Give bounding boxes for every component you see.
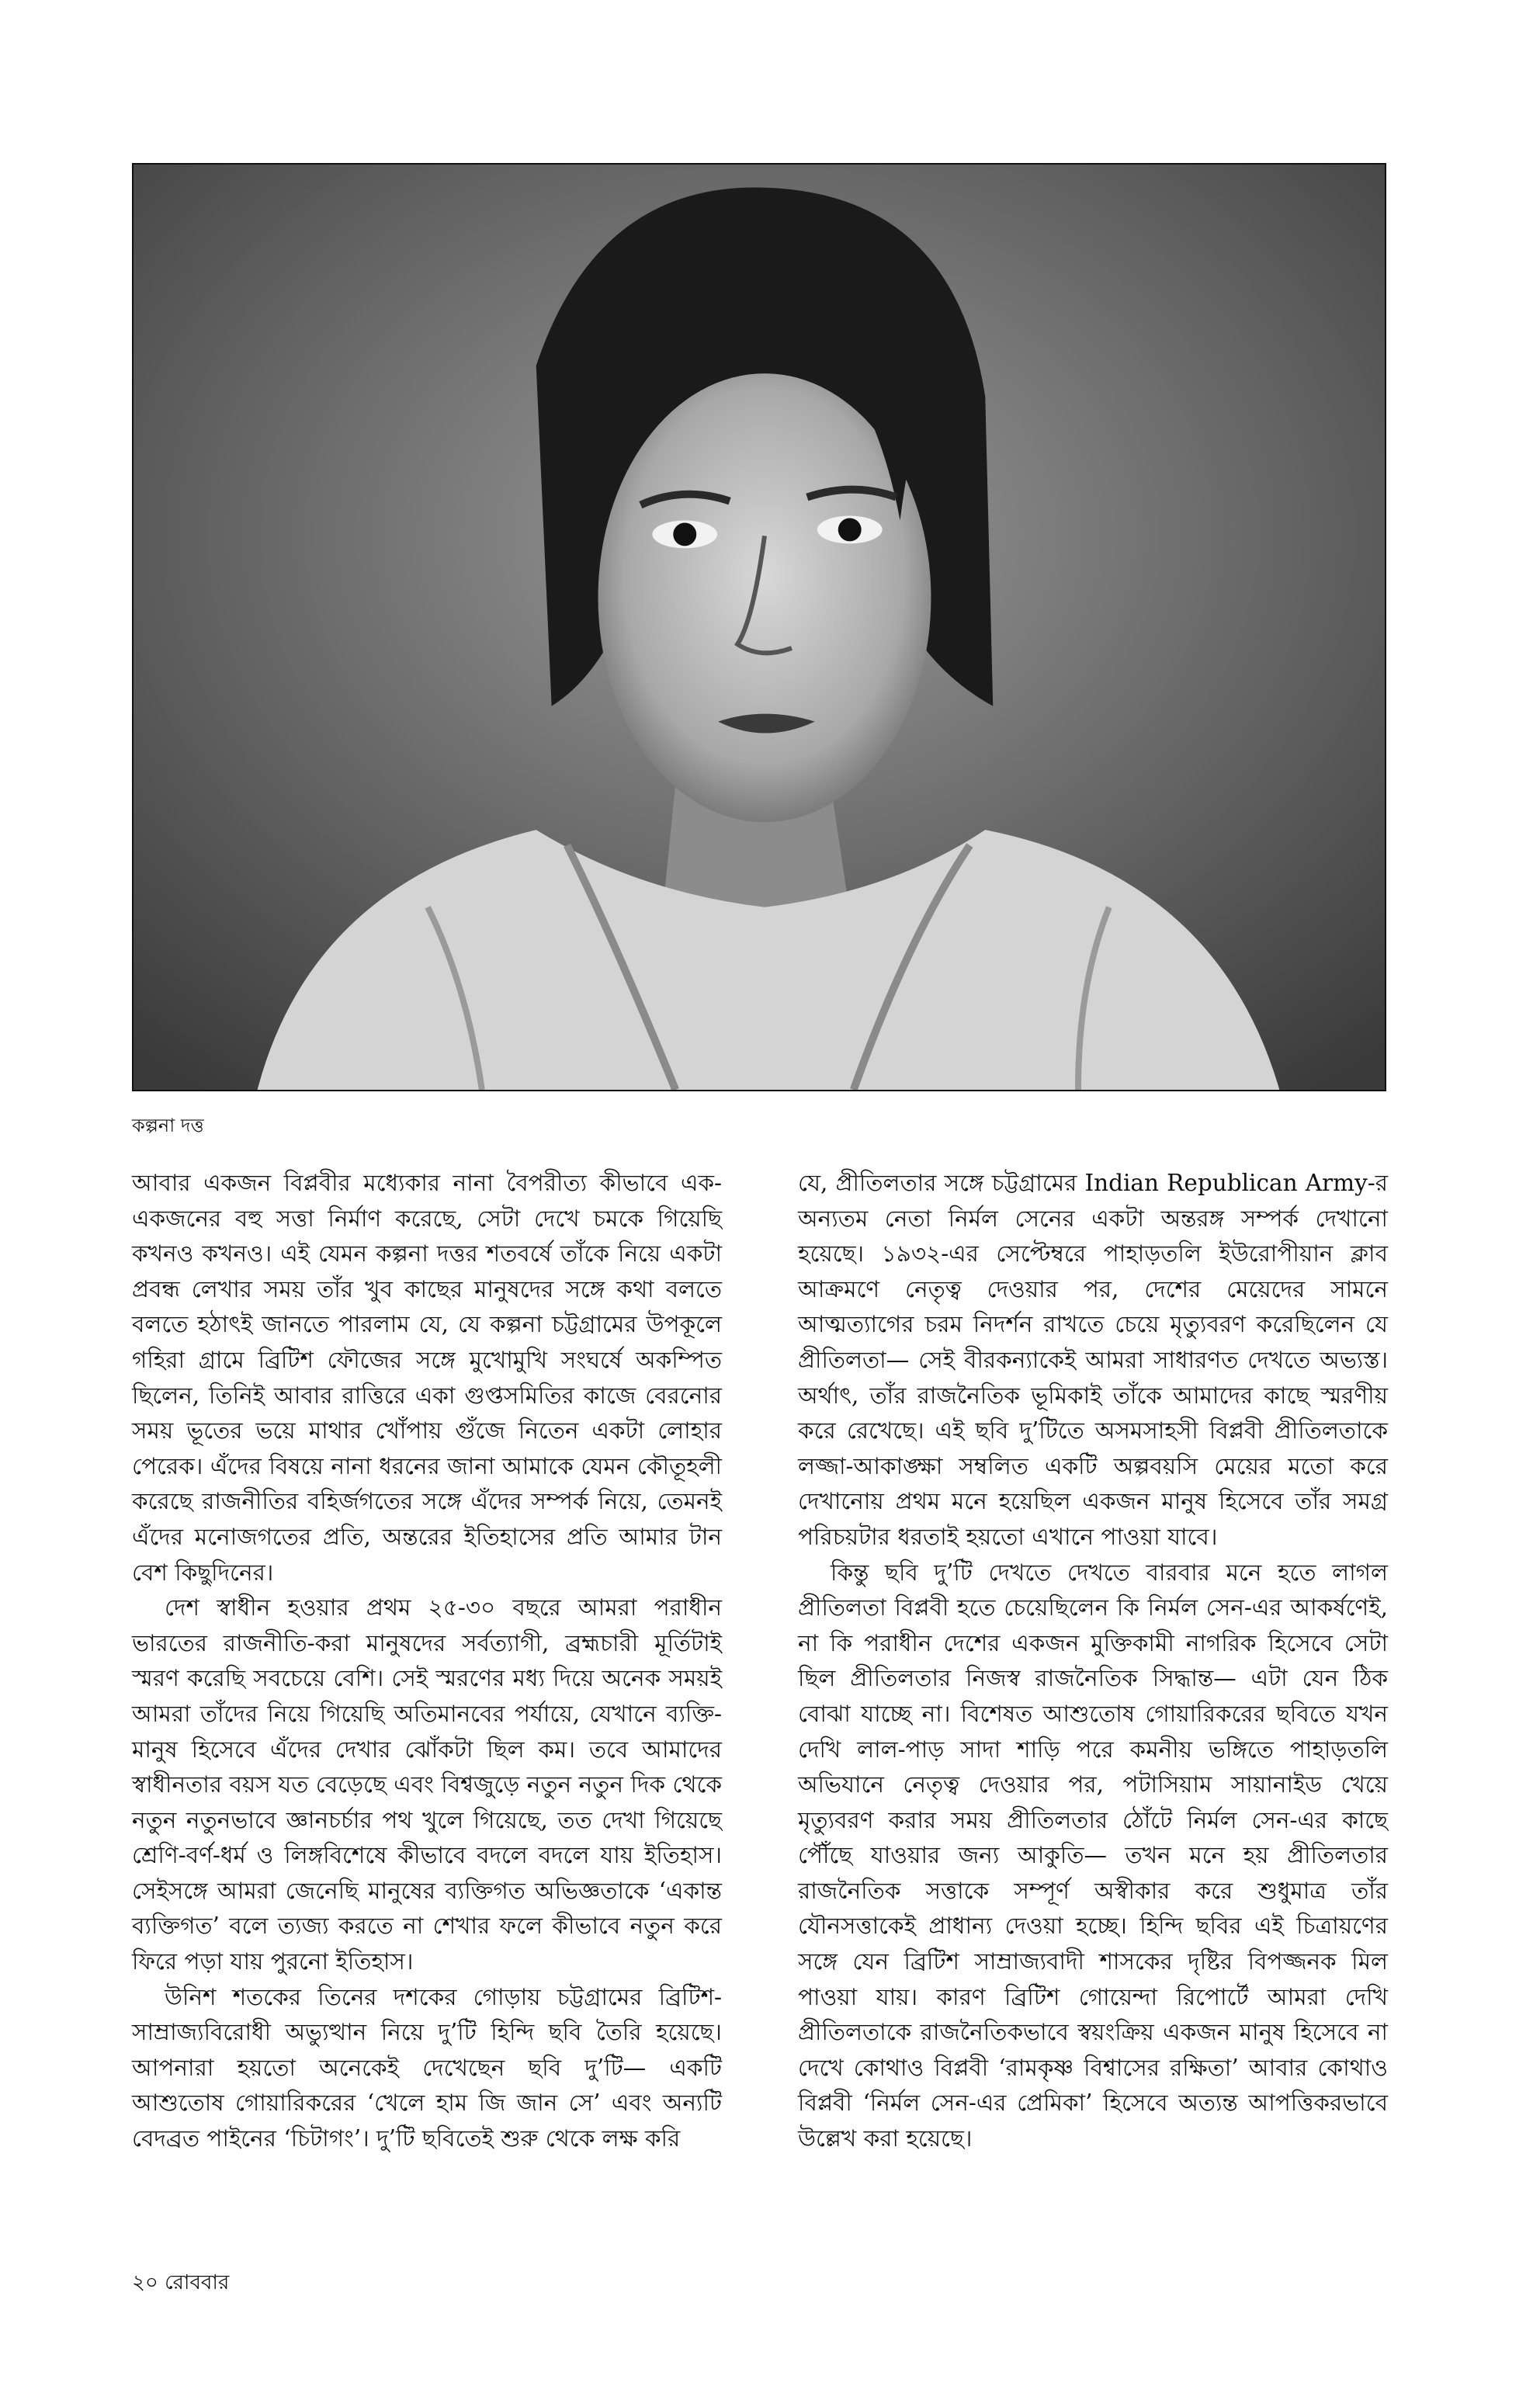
article-column-left — [132, 1166, 722, 2157]
paragraph: কিন্তু ছবি দু’টি দেখতে দেখতে বারবার মনে হতে লাগল প্রীতিলতা বিপ্লবী হতে চেয়েছিলেন কি নির্মল সেন-এর আকর্ষণেই, না কি পরাধীন দেশের একজন মুক্তিকামী নাগরিক হিসেবে সেটা ছিল প্রীতিলতার নিজস্ব রাজনৈতিক সিদ্ধান্ত— এটা যেন ঠিক বোঝা যাচ্ছে না। বিশেষত আশুতোষ গোয়ারিকরের ছবিতে যখন দেখি লাল-পাড় সাদা শাড়ি পরে কমনীয় ভঙ্গিতে পাহাড়তলি অভিযানে নেতৃত্ব দেওয়ার পর, পটাসিয়াম সায়ানাইড খেয়ে মৃত্যুবরণ করার সময় প্রীতিলতার ঠোঁটে নির্মল সেন-এর কাছে পৌঁছে যাওয়ার জন্য আকুতি— তখন মনে হয় প্রীতিলতার রাজনৈতিক সত্তাকে সম্পূর্ণ অস্বীকার করে শুধুমাত্র তাঁর যৌনসত্তাকেই প্রাধান্য দেওয়া হচ্ছে। হিন্দি ছবির এই চিত্রায়ণের সঙ্গে যেন ব্রিটিশ সাম্রাজ্যবাদী শাসকের দৃষ্টির বিপজ্জনক মিল পাওয়া যায়। কারণ ব্রিটিশ গোয়েন্দা রিপোর্টে আমরা দেখি প্রীতিলতাকে রাজনৈতিকভাবে স্বয়ংক্রিয় একজন মানুষ হিসেবে না দেখে কোথাও বিপ্লবী ‘রামকৃষ্ণ বিশ্বাসের রক্ষিতা’ আবার কোথাও বিপ্লবী ‘নির্মল সেন-এর প্রেমিকা’ হিসেবে অত্যন্ত আপত্তিকরভাবে উল্লেখ করা হয়েছে। — [798, 1559, 1388, 2152]
paragraph: দেশ স্বাধীন হওয়ার প্রথম ২৫-৩০ বছরে আমরা পরাধীন ভারতের রাজনীতি-করা মানুষদের সর্বত্যাগী, ব্রহ্মচারী মূর্তিটাই স্মরণ করেছি সবচেয়ে বেশি। সেই স্মরণের মধ্য দিয়ে অনেক সময়ই আমরা তাঁদের নিয়ে গিয়েছি অতিমানবের পর্যায়ে, যেখানে ব্যক্তি-মানুষ হিসেবে এঁদের দেখার ঝোঁকটা ছিল কম। তবে আমাদের স্বাধীনতার বয়স যত বেড়েছে এবং বিশ্বজুড়ে নতুন নতুন দিক থেকে নতুন নতুনভাবে জ্ঞানচর্চার পথ খুলে গিয়েছে, তত দেখা গিয়েছে শ্রেণি-বর্ণ-ধর্ম ও লিঙ্গবিশেষে কীভাবে বদলে বদলে যায় ইতিহাস। সেইসঙ্গে আমরা জেনেছি মানুষের ব্যক্তিগত অভিজ্ঞতাকে ‘একান্ত ব্যক্তিগত’ বলে ত্যজ্য করতে না শেখার ফলে কীভাবে নতুন করে ফিরে পড়া যায় পুরনো ইতিহাস। — [132, 1594, 722, 1975]
paragraph: উনিশ শতকের তিনের দশকের গোড়ায় চট্টগ্রামের ব্রিটিশ-সাম্রাজ্যবিরোধী অভ্যুত্থান নিয়ে দু’টি হিন্দি ছবি তৈরি হয়েছে। আপনারা হয়তো অনেকেই দেখেছেন ছবি দু’টি— একটি আশুতোষ গোয়ারিকরের ‘খেলে হাম জি জান সে’ এবং অন্যটি বেদব্রত পাইনের ‘চিটাগং’। দু’টি ছবিতেই শুরু থেকে লক্ষ করি — [132, 1983, 722, 2152]
portrait-photo — [132, 163, 1386, 1091]
paragraph: আবার একজন বিপ্লবীর মধ্যেকার নানা বৈপরীত্য কীভাবে এক-একজনের বহু সত্তা নির্মাণ করেছে, সেটা দেখে চমকে গিয়েছি কখনও কখনও। এই যেমন কল্পনা দত্তর শতবর্ষে তাঁকে নিয়ে একটা প্রবন্ধ লেখার সময় তাঁর খুব কাছের মানুষদের সঙ্গে কথা বলতে বলতে হঠাৎই জানতে পারলাম যে, যে কল্পনা চট্টগ্রামের উপকূলে গহিরা গ্রামে ব্রিটিশ ফৌজের সঙ্গে মুখোমুখি সংঘর্ষে অকম্পিত ছিলেন, তিনিই আবার রাত্তিরে একা গুপ্তসমিতির কাজে বেরনোর সময় ভূতের ভয়ে মাথার খোঁপায় গুঁজে নিতেন একটা লোহার পেরেক। এঁদের বিষয়ে নানা ধরনের জানা আমাকে যেমন কৌতূহলী করেছে রাজনীতির বহির্জগতের সঙ্গে এঁদের সম্পর্ক নিয়ে, তেমনই এঁদের মনোজগতের প্রতি, অন্তরের ইতিহাসের প্রতি আমার টান বেশ কিছুদিনের। — [132, 1170, 722, 1586]
page-folio: ২০ রোববার — [132, 2271, 230, 2294]
photo-caption: কল্পনা দত্ত — [132, 1115, 204, 1136]
paragraph: যে, প্রীতিলতার সঙ্গে চট্টগ্রামের Indian Republican Army-র অন্যতম নেতা নির্মল সেনের একটা অন্তরঙ্গ সম্পর্ক দেখানো হয়েছে। ১৯৩২-এর সেপ্টেম্বরে পাহাড়তলি ইউরোপীয়ান ক্লাব আক্রমণে নেতৃত্ব দেওয়ার পর, দেশের মেয়েদের সামনে আত্মত্যাগের চরম নিদর্শন রাখতে চেয়ে মৃত্যুবরণ করেছিলেন যে প্রীতিলতা— সেই বীরকন্যাকেই আমরা সাধারণত দেখতে অভ্যস্ত। অর্থাৎ, তাঁর রাজনৈতিক ভূমিকাই তাঁকে আমাদের কাছে স্মরণীয় করে রেখেছে। এই ছবি দু’টিতে অসমসাহসী বিপ্লবী প্রীতিলতাকে লজ্জা-আকাঙ্ক্ষা সম্বলিত একটি অল্পবয়সি মেয়ের মতো করে দেখানোয় প্রথম মনে হয়েছিল একজন মানুষ হিসেবে তাঁর সমগ্র পরিচয়টার ধরতাই হয়তো এখানে পাওয়া যাবে। — [798, 1170, 1388, 1550]
portrait-illustration — [134, 165, 1385, 1090]
article-column-right — [798, 1166, 1388, 2157]
